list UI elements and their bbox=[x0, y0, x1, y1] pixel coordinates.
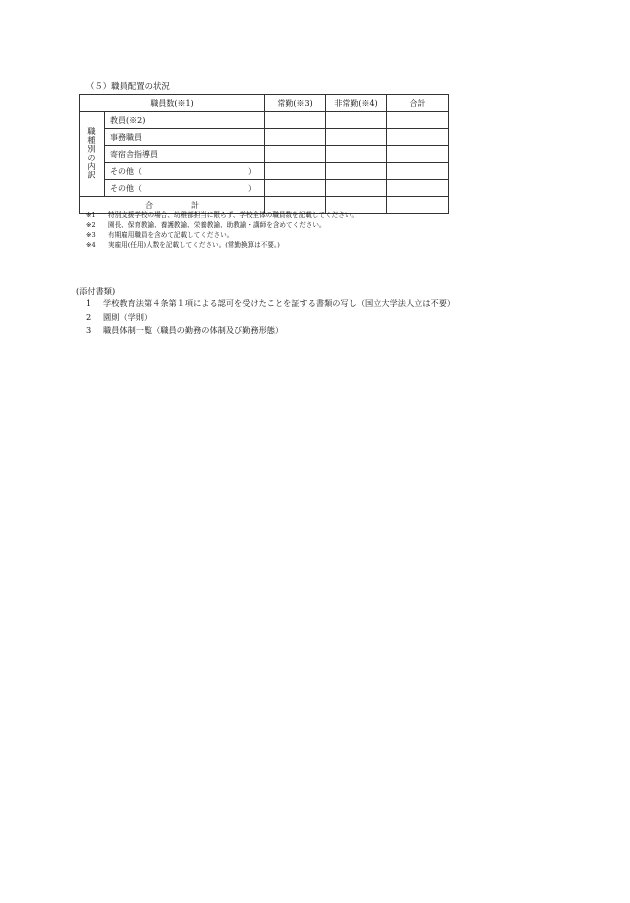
row-label-dormitory-staff: 寄宿舎指導員 bbox=[105, 146, 265, 163]
list-item bbox=[86, 311, 455, 325]
table-row bbox=[80, 163, 449, 180]
cell-dormitory-fulltime[interactable] bbox=[265, 146, 326, 163]
cell-teachers-total[interactable] bbox=[387, 112, 449, 129]
footnote-mark: ※3 bbox=[86, 231, 96, 239]
cell-teachers-fulltime[interactable] bbox=[265, 112, 326, 129]
row-label-teachers: 教員(※2) bbox=[105, 112, 265, 129]
table-row bbox=[80, 112, 449, 129]
job-type-breakdown-label bbox=[80, 112, 105, 197]
footnote bbox=[86, 240, 358, 250]
cell-other-2-total[interactable] bbox=[387, 180, 449, 197]
cell-other-2-parttime[interactable] bbox=[326, 180, 387, 197]
other-2-label: その他（ bbox=[110, 183, 142, 193]
cell-teachers-parttime[interactable] bbox=[326, 112, 387, 129]
row-label-office-staff: 事務職員 bbox=[105, 129, 265, 146]
footnote-mark: ※1 bbox=[86, 211, 96, 219]
attachment-number: 3 bbox=[86, 325, 92, 335]
attachment-number: 1 bbox=[86, 298, 92, 308]
attachments-heading: (添付書類) bbox=[76, 286, 116, 296]
footnote-mark: ※4 bbox=[86, 241, 96, 249]
table-row bbox=[80, 129, 449, 146]
cell-office-total[interactable] bbox=[387, 129, 449, 146]
cell-other-1-fulltime[interactable] bbox=[265, 163, 326, 180]
table-row bbox=[80, 180, 449, 197]
footnote-mark: ※2 bbox=[86, 221, 96, 229]
attachments-list bbox=[86, 297, 455, 338]
cell-office-parttime[interactable] bbox=[326, 129, 387, 146]
other-2-close: ） bbox=[248, 183, 256, 193]
attachment-text: 職員体制一覧（職員の勤務の体制及び勤務形態） bbox=[103, 325, 284, 335]
attachment-number: 2 bbox=[86, 311, 92, 322]
footnote bbox=[86, 220, 358, 230]
footnote-text: 園長、保育教諭、養護教諭、栄養教諭、助教諭・講師を含めてください。 bbox=[108, 221, 326, 229]
footnote-text: 特別支援学校の場合、幼稚部担当に限らず、学校全体の職員数を記載してください。 bbox=[108, 211, 359, 219]
table-header-row bbox=[80, 95, 449, 112]
footnote bbox=[86, 230, 358, 240]
table-row bbox=[80, 146, 449, 163]
footnote-text: 有期雇用職員を含めて記載してください。 bbox=[108, 231, 234, 239]
header-parttime: 非常勤(※4) bbox=[326, 95, 387, 112]
other-1-label: その他（ bbox=[110, 166, 142, 176]
job-type-breakdown-text: 職種別の内訳 bbox=[87, 126, 97, 180]
cell-office-fulltime[interactable] bbox=[265, 129, 326, 146]
list-item bbox=[86, 324, 455, 338]
header-total: 合計 bbox=[387, 95, 449, 112]
attachment-text: 学校教育法第４条第１項による認可を受けたことを証する書類の写し（国立大学法人立は不要） bbox=[103, 298, 456, 308]
cell-other-2-fulltime[interactable] bbox=[265, 180, 326, 197]
row-label-other-2 bbox=[105, 180, 265, 197]
cell-dormitory-total[interactable] bbox=[387, 146, 449, 163]
section-title: （５）職員配置の状況 bbox=[86, 81, 170, 91]
staff-table bbox=[79, 94, 449, 214]
footnote bbox=[86, 210, 358, 220]
row-label-other-1 bbox=[105, 163, 265, 180]
header-fulltime: 常勤(※3) bbox=[265, 95, 326, 112]
total-label-b: 計 bbox=[191, 200, 199, 210]
header-staff-count: 職員数(※1) bbox=[80, 95, 265, 112]
other-1-close: ） bbox=[248, 166, 256, 176]
list-item bbox=[86, 297, 455, 311]
cell-other-1-total[interactable] bbox=[387, 163, 449, 180]
cell-dormitory-parttime[interactable] bbox=[326, 146, 387, 163]
cell-other-1-parttime[interactable] bbox=[326, 163, 387, 180]
cell-sum-total[interactable] bbox=[387, 197, 449, 214]
footnotes bbox=[86, 210, 358, 250]
total-label-a: 合 bbox=[145, 200, 153, 210]
attachment-text: 園則（学則） bbox=[103, 311, 153, 322]
footnote-text: 実雇用(任用)人数を記載してください。(常勤換算は不要。) bbox=[108, 241, 280, 249]
